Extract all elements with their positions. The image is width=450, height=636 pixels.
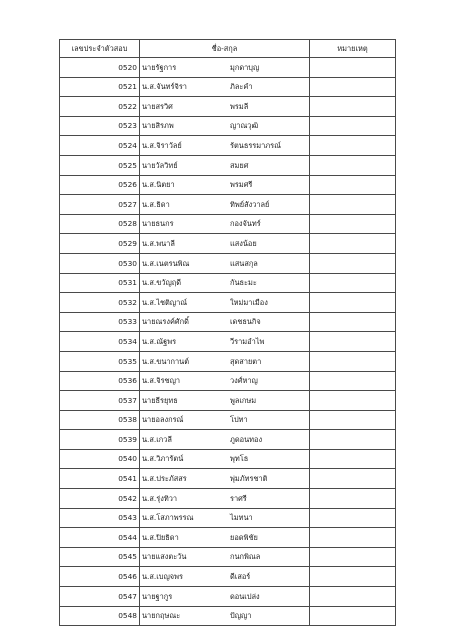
full-name-cell (140, 469, 310, 489)
remarks-cell (310, 332, 396, 352)
remarks-cell (310, 253, 396, 273)
exam-id-cell: 0538 (60, 410, 140, 430)
header-remarks: หมายเหตุ (310, 40, 396, 58)
family-name: ใหม่มาเมือง (230, 297, 268, 307)
table-row (60, 449, 396, 469)
full-name-cell (140, 116, 310, 136)
given-name: น.ส.รุ่งทิวา (142, 493, 178, 503)
given-name: นายธีรยุทธ (142, 395, 178, 405)
table-row (60, 97, 396, 117)
family-name: วงศ์หาญ (230, 376, 258, 386)
full-name-cell (140, 567, 310, 587)
full-name-cell (140, 528, 310, 548)
remarks-cell (310, 351, 396, 371)
given-name: น.ส.วิภารัตน์ (142, 454, 184, 464)
exam-id-cell: 0543 (60, 508, 140, 528)
family-name: พรมศรี (230, 180, 253, 190)
full-name-cell (140, 273, 310, 293)
family-name: ยอดพิชัย (230, 532, 258, 542)
given-name: นายสิรภพ (142, 121, 174, 131)
exam-id-cell: 0542 (60, 489, 140, 509)
table-row (60, 430, 396, 450)
full-name-cell (140, 351, 310, 371)
remarks-cell (310, 77, 396, 97)
given-name: น.ส.จิรชญา (142, 376, 181, 386)
table-row (60, 155, 396, 175)
family-name: ปัญญา (230, 611, 252, 621)
family-name: วีรามอำไพ (230, 336, 265, 346)
table-row (60, 489, 396, 509)
remarks-cell (310, 175, 396, 195)
given-name: น.ส.นิตยา (142, 180, 175, 190)
exam-id-cell: 0537 (60, 391, 140, 411)
full-name-cell (140, 195, 310, 215)
family-name: ญาณวุฒิ (230, 121, 259, 131)
remarks-cell (310, 489, 396, 509)
table-row (60, 469, 396, 489)
table-row (60, 234, 396, 254)
exam-id-cell: 0539 (60, 430, 140, 450)
full-name-cell (140, 391, 310, 411)
full-name-cell (140, 312, 310, 332)
full-name-cell (140, 293, 310, 313)
family-name: กนกพิณล (230, 552, 261, 562)
given-name: น.ส.ธิดา (142, 199, 170, 209)
table-body (60, 58, 396, 626)
remarks-cell (310, 195, 396, 215)
full-name-cell (140, 58, 310, 78)
exam-id-cell: 0545 (60, 547, 140, 567)
exam-id-cell: 0521 (60, 77, 140, 97)
remarks-cell (310, 312, 396, 332)
exam-id-cell: 0548 (60, 606, 140, 626)
remarks-cell (310, 508, 396, 528)
table-row (60, 508, 396, 528)
family-name: กันธะมะ (230, 278, 257, 288)
table-row (60, 410, 396, 430)
family-name: ราศรี (230, 493, 247, 503)
family-name: ภูดอนทอง (230, 434, 263, 444)
family-name: พูลเกษม (230, 395, 257, 405)
family-name: กองจันทร์ (230, 219, 261, 229)
remarks-cell (310, 116, 396, 136)
exam-id-cell: 0520 (60, 58, 140, 78)
exam-id-cell: 0526 (60, 175, 140, 195)
remarks-cell (310, 606, 396, 626)
remarks-cell (310, 293, 396, 313)
full-name-cell (140, 587, 310, 607)
full-name-cell (140, 214, 310, 234)
table-row (60, 391, 396, 411)
exam-id-cell: 0523 (60, 116, 140, 136)
table-row (60, 312, 396, 332)
remarks-cell (310, 273, 396, 293)
given-name: นายรัฐการ (142, 62, 177, 72)
given-name: น.ส.เนตรนพิณ (142, 258, 190, 268)
family-name: ไมทนา (230, 513, 253, 523)
family-name: พุทโธ (230, 454, 249, 464)
table-row (60, 195, 396, 215)
exam-id-cell: 0535 (60, 351, 140, 371)
given-name: นายฐากูร (142, 591, 173, 601)
given-name: นายอลงกรณ์ (142, 415, 184, 425)
full-name-cell (140, 175, 310, 195)
remarks-cell (310, 430, 396, 450)
full-name-cell (140, 547, 310, 567)
family-name: ดีเสอร์ (230, 572, 251, 582)
exam-id-cell: 0534 (60, 332, 140, 352)
table-row (60, 58, 396, 78)
exam-roster-table (59, 39, 396, 626)
family-name: สมยศ (230, 160, 249, 170)
full-name-cell (140, 508, 310, 528)
given-name: น.ส.ขวัญฤดี (142, 278, 182, 288)
table-row (60, 528, 396, 548)
given-name: น.ส.พนาลี (142, 238, 175, 248)
full-name-cell (140, 155, 310, 175)
given-name: น.ส.เกวลี (142, 434, 172, 444)
remarks-cell (310, 469, 396, 489)
full-name-cell (140, 97, 310, 117)
family-name: ภิละคำ (230, 82, 253, 92)
full-name-cell (140, 77, 310, 97)
family-name: แสงน้อย (230, 238, 257, 248)
table-row (60, 606, 396, 626)
exam-id-cell: 0524 (60, 136, 140, 156)
family-name: สุดสายตา (230, 356, 262, 366)
remarks-cell (310, 234, 396, 254)
table-row (60, 214, 396, 234)
family-name: โปทา (230, 415, 248, 425)
family-name: มุกดาบุญ (230, 62, 260, 72)
exam-id-cell: 0546 (60, 567, 140, 587)
exam-id-cell: 0530 (60, 253, 140, 273)
table-header-row (60, 40, 396, 58)
exam-id-cell: 0532 (60, 293, 140, 313)
family-name: แสนสกุล (230, 258, 258, 268)
full-name-cell (140, 410, 310, 430)
given-name: น.ส.จันทร์จิรา (142, 82, 187, 92)
full-name-cell (140, 371, 310, 391)
exam-id-cell: 0527 (60, 195, 140, 215)
full-name-cell (140, 332, 310, 352)
remarks-cell (310, 97, 396, 117)
exam-id-cell: 0531 (60, 273, 140, 293)
table-row (60, 567, 396, 587)
family-name: พรมลี (230, 101, 249, 111)
remarks-cell (310, 58, 396, 78)
family-name: ทิพย์สังวาลย์ (230, 199, 270, 209)
given-name: น.ส.ณัฐพร (142, 336, 177, 346)
given-name: นายณรงค์ศักดิ์ (142, 317, 189, 327)
exam-id-cell: 0522 (60, 97, 140, 117)
remarks-cell (310, 391, 396, 411)
full-name-cell (140, 449, 310, 469)
table-row (60, 273, 396, 293)
header-exam-id: เลขประจำตัวสอบ (60, 40, 140, 58)
table-row (60, 136, 396, 156)
exam-id-cell: 0540 (60, 449, 140, 469)
exam-id-cell: 0547 (60, 587, 140, 607)
table-row (60, 371, 396, 391)
table-row (60, 77, 396, 97)
given-name: น.ส.ประภัสสร (142, 474, 187, 484)
given-name: น.ส.เบญจพร (142, 572, 183, 582)
header-full-name: ชื่อ-สกุล (140, 40, 310, 58)
table-row (60, 175, 396, 195)
remarks-cell (310, 155, 396, 175)
full-name-cell (140, 234, 310, 254)
exam-id-cell: 0528 (60, 214, 140, 234)
remarks-cell (310, 214, 396, 234)
remarks-cell (310, 136, 396, 156)
given-name: น.ส.ขนากานต์ (142, 356, 189, 366)
given-name: นายกฤษณะ (142, 611, 181, 621)
given-name: น.ส.โสภาพรรณ (142, 513, 194, 523)
table-row (60, 351, 396, 371)
family-name: รัตนธรรมาภรณ์ (230, 140, 281, 150)
given-name: นายธนกร (142, 219, 174, 229)
table-row (60, 116, 396, 136)
full-name-cell (140, 430, 310, 450)
family-name: เดชธนกิจ (230, 317, 261, 327)
full-name-cell (140, 606, 310, 626)
full-name-cell (140, 253, 310, 273)
table-row (60, 253, 396, 273)
remarks-cell (310, 547, 396, 567)
remarks-cell (310, 410, 396, 430)
table-row (60, 587, 396, 607)
remarks-cell (310, 567, 396, 587)
family-name: ดอนเปล่ง (230, 591, 260, 601)
family-name: พุ่มภัทรชาติ (230, 474, 268, 484)
table-row (60, 547, 396, 567)
full-name-cell (140, 489, 310, 509)
given-name: น.ส.ไชติญาณ์ (142, 297, 188, 307)
remarks-cell (310, 528, 396, 548)
table-row (60, 293, 396, 313)
exam-id-cell: 0544 (60, 528, 140, 548)
exam-id-cell: 0533 (60, 312, 140, 332)
given-name: นายวัลวิทย์ (142, 160, 178, 170)
remarks-cell (310, 587, 396, 607)
table-row (60, 332, 396, 352)
remarks-cell (310, 449, 396, 469)
exam-id-cell: 0541 (60, 469, 140, 489)
given-name: นายแสงตะวัน (142, 552, 187, 562)
full-name-cell (140, 136, 310, 156)
exam-id-cell: 0529 (60, 234, 140, 254)
exam-id-cell: 0525 (60, 155, 140, 175)
given-name: นายสรวิศ (142, 101, 173, 111)
remarks-cell (310, 371, 396, 391)
exam-id-cell: 0536 (60, 371, 140, 391)
given-name: น.ส.ปิยธิดา (142, 532, 179, 542)
given-name: น.ส.จิราวัลย์ (142, 140, 182, 150)
